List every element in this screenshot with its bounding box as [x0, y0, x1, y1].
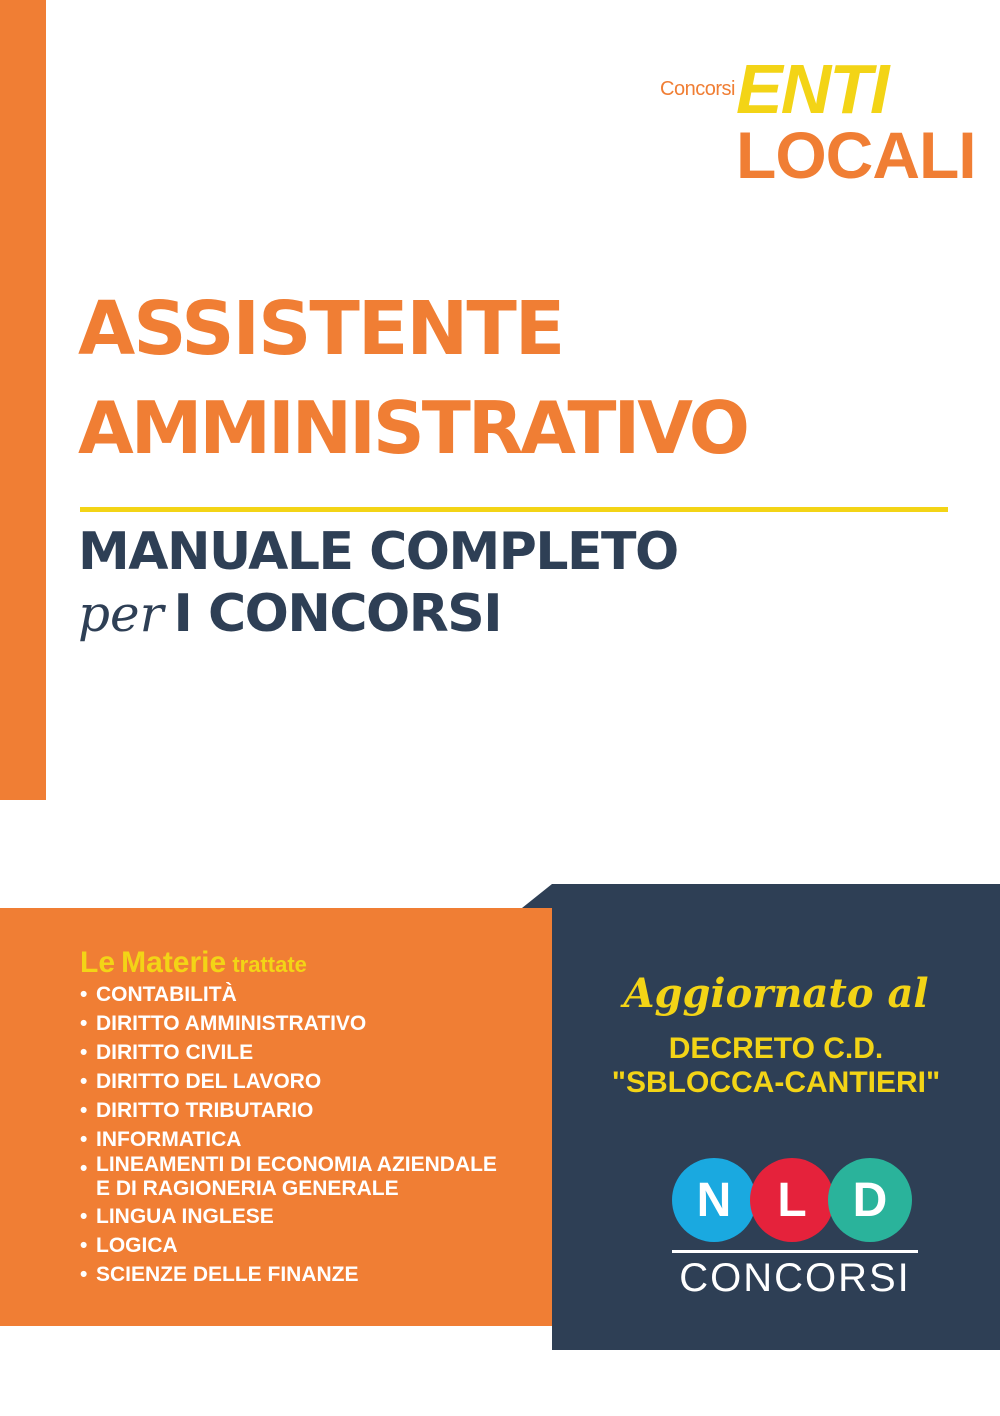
topics-heading	[80, 946, 307, 980]
topics-heading-trattate: trattate	[232, 952, 307, 977]
logo-enti-text: ENTI	[736, 50, 888, 128]
list-item	[80, 1154, 580, 1200]
logo-n-circle: N	[672, 1158, 756, 1242]
list-item: • SCIENZE DELLE FINANZE	[80, 1260, 580, 1289]
updated-label: Aggiornato al	[623, 970, 929, 1017]
publisher-divider	[672, 1250, 918, 1253]
book-title-line2: AMMINISTRATIVO	[78, 386, 747, 470]
list-item: • LOGICA	[80, 1231, 580, 1260]
topics-heading-le: Le	[80, 946, 116, 979]
list-item: • DIRITTO CIVILE	[80, 1038, 580, 1067]
series-logo	[660, 48, 976, 192]
logo-locali-text: LOCALI	[736, 118, 976, 192]
publisher-name: CONCORSI	[679, 1256, 911, 1300]
decree-label: DECRETO C.D.	[668, 1032, 884, 1065]
list-item-line1: • LINEAMENTI DI ECONOMIA AZIENDALE	[96, 1153, 497, 1176]
subtitle-line1: MANUALE COMPLETO	[78, 522, 678, 582]
subtitle-per: per	[78, 585, 164, 643]
list-item: • LINGUA INGLESE	[80, 1202, 580, 1231]
logo-d-circle: D	[828, 1158, 912, 1242]
subtitle-concorsi: I CONCORSI	[173, 584, 502, 644]
left-accent-bar	[0, 0, 46, 800]
list-item: • DIRITTO DEL LAVORO	[80, 1067, 580, 1096]
subtitle-line2	[78, 584, 502, 644]
list-item: • CONTABILITÀ	[80, 980, 580, 1009]
topics-list	[80, 980, 580, 1289]
list-item-line2: E DI RAGIONERIA GENERALE	[96, 1177, 399, 1200]
list-item: • DIRITTO TRIBUTARIO	[80, 1096, 580, 1125]
topics-heading-materie: Materie	[121, 946, 227, 979]
logo-l-circle: L	[750, 1158, 834, 1242]
publisher-logo	[672, 1158, 922, 1242]
book-title-line1: ASSISTENTE	[78, 286, 564, 372]
decree-name: "SBLOCCA-CANTIERI"	[611, 1066, 941, 1099]
logo-concorsi-text: Concorsi	[660, 78, 735, 100]
title-divider	[80, 507, 948, 512]
list-item: • DIRITTO AMMINISTRATIVO	[80, 1009, 580, 1038]
list-item: • INFORMATICA	[80, 1125, 580, 1154]
